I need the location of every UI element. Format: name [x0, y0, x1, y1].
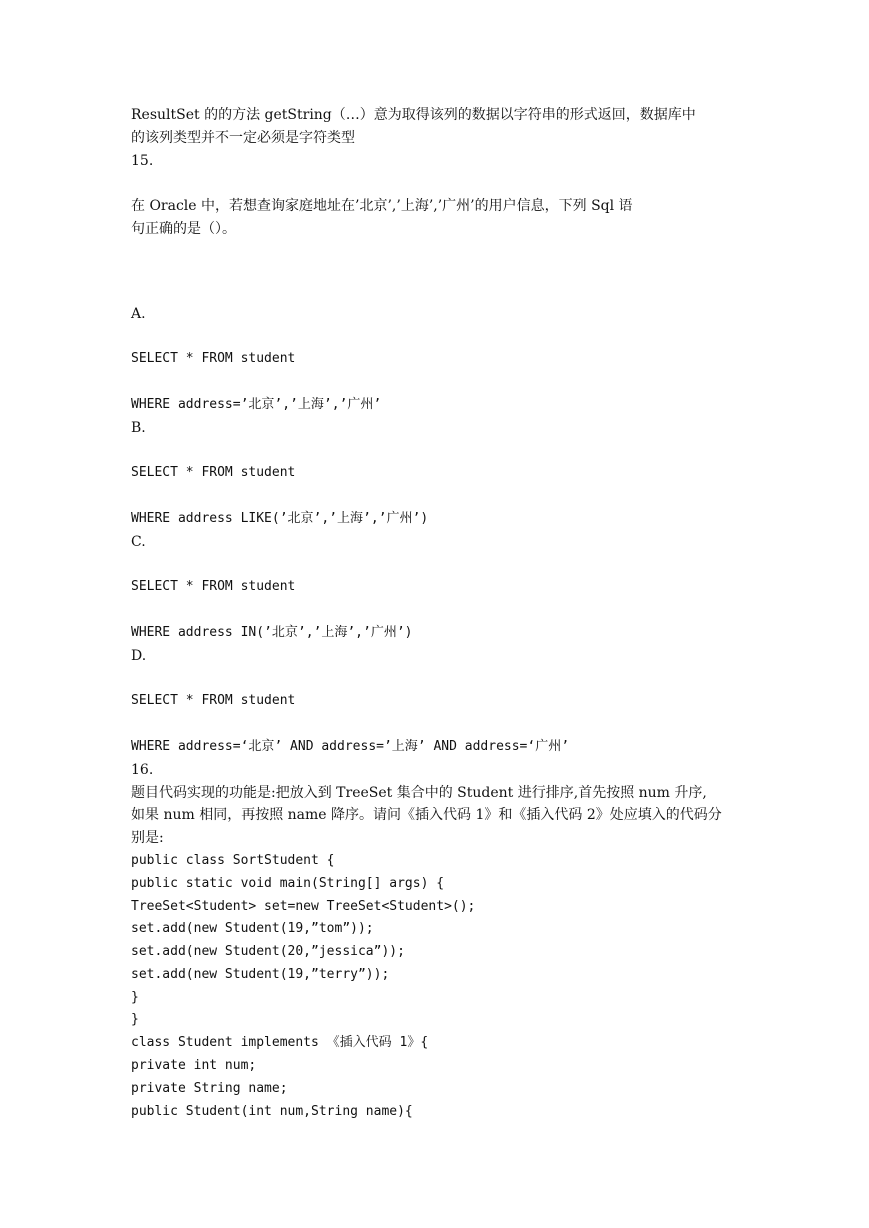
spacer [131, 440, 741, 463]
top-paragraph-line-2: 的该列类型并不一定必须是字符类型 [131, 129, 355, 146]
spacer [131, 554, 741, 577]
spacer [131, 668, 741, 691]
document-page [131, 104, 741, 1123]
option-a-label: A. [131, 305, 146, 322]
option-c-line-2: WHERE address IN(’北京’,’上海’,’广州’) [131, 624, 413, 640]
code-line: set.add(new Student(19,”tom”)); [131, 921, 374, 937]
option-c-label: C. [131, 533, 146, 550]
spacer [131, 713, 741, 736]
code-line: set.add(new Student(19,”terry”)); [131, 966, 390, 982]
option-a-line-2: WHERE address=’北京’,’上海’,’广州’ [131, 396, 382, 412]
option-b-line-1: SELECT * FROM student [131, 465, 296, 481]
spacer [131, 326, 741, 349]
question-15-text-line-2: 句正确的是（）。 [131, 220, 236, 237]
code-line: } [131, 1012, 139, 1028]
code-line: class Student implements 《插入代码 1》{ [131, 1035, 429, 1051]
question-15-number: 15. [131, 152, 154, 169]
spacer [131, 485, 741, 508]
option-b-line-2: WHERE address LIKE(’北京’,’上海’,’广州’) [131, 510, 429, 526]
question-15-text-line-1: 在 Oracle 中，若想查询家庭地址在’北京’,’上海’,’广州’的用户信息，下列 Sql 语 [131, 198, 633, 215]
code-line: private int num; [131, 1058, 257, 1074]
option-c-line-1: SELECT * FROM student [131, 579, 296, 595]
question-16-text-line-3: 别是: [131, 830, 164, 847]
top-paragraph-line-1: ResultSet 的的方法 getString（…）意为取得该列的数据以字符串的形式返回，数据库中 [131, 107, 696, 123]
option-d-line-1: SELECT * FROM student [131, 693, 296, 709]
question-16-number: 16. [131, 761, 154, 778]
option-d-line-2: WHERE address=‘北京’ AND address=’上海’ AND address=‘广州’ [131, 738, 570, 754]
code-line: public static void main(String[] args) { [131, 875, 445, 891]
code-line: public class SortStudent { [131, 852, 335, 868]
spacer [131, 599, 741, 622]
spacer [131, 371, 741, 394]
code-line: TreeSet<Student> set=new TreeSet<Student>(); [131, 898, 476, 914]
code-line: public Student(int num,String name){ [131, 1103, 413, 1119]
question-16-text-line-1: 题目代码实现的功能是:把放入到 TreeSet 集合中的 Student 进行排序,首先按照 num 升序, [131, 784, 707, 801]
option-d-label: D. [131, 647, 147, 664]
spacer [131, 172, 741, 195]
spacer [131, 241, 741, 303]
code-line: set.add(new Student(20,”jessica”)); [131, 944, 405, 960]
code-line: private String name; [131, 1080, 288, 1096]
option-a-line-1: SELECT * FROM student [131, 351, 296, 367]
code-line: } [131, 989, 139, 1005]
option-b-label: B. [131, 419, 146, 436]
question-16-text-line-2: 如果 num 相同，再按照 name 降序。请问《插入代码 1》和《插入代码 2》处应填入的代码分 [131, 807, 722, 824]
